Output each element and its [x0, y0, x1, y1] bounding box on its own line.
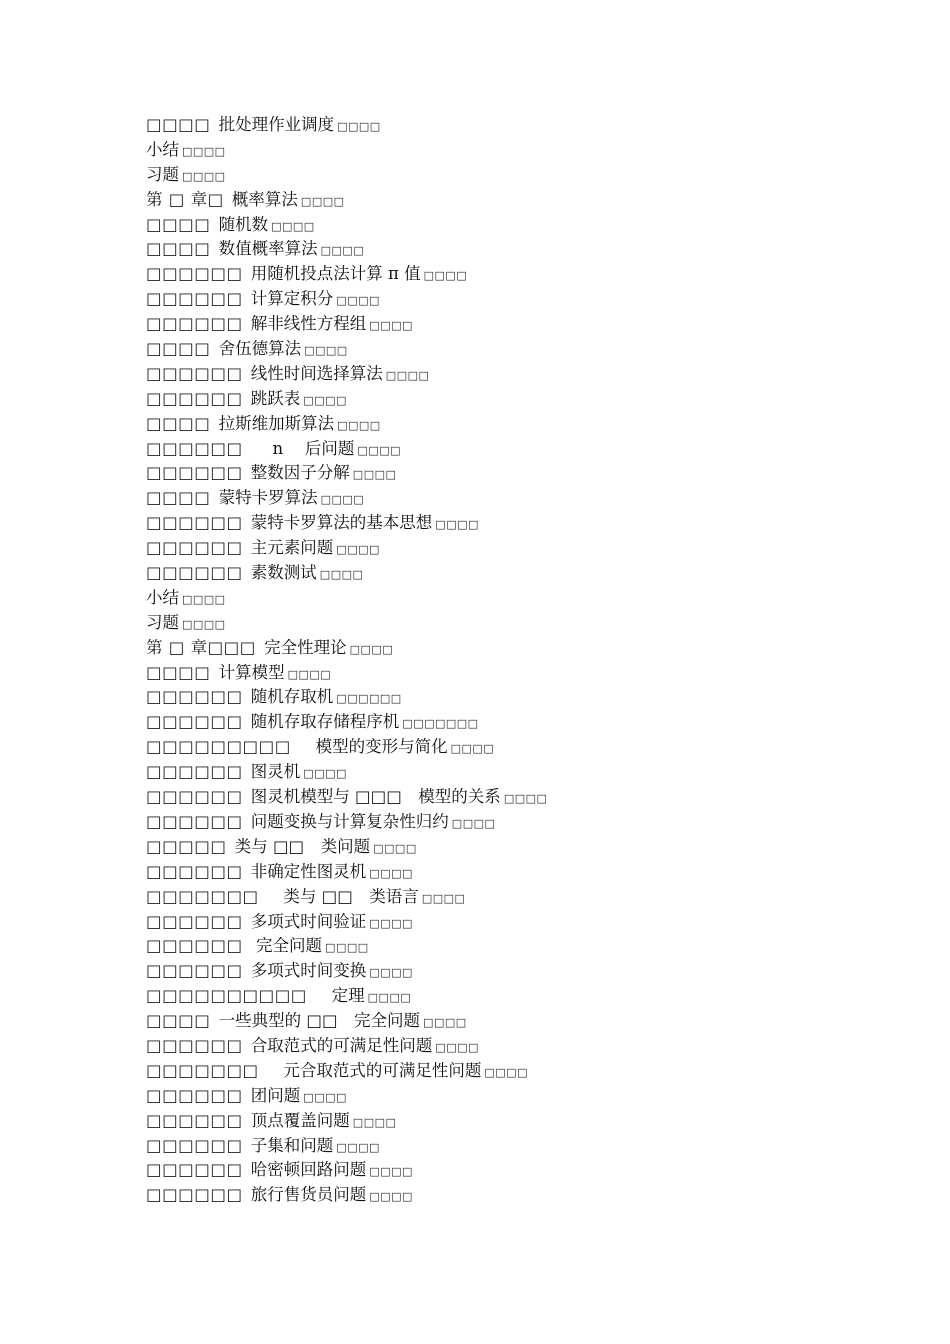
toc-entry-page: □□□□□□ [336, 692, 402, 706]
toc-entry-number: □□□□□□ [146, 787, 243, 807]
toc-entry-title: 完全问题 [250, 936, 323, 956]
toc-entry [146, 885, 846, 910]
toc-entry-page: □□□□ [336, 1140, 380, 1154]
toc-entry [146, 1134, 846, 1159]
toc-entry-number: □□□□□□ [146, 289, 243, 309]
toc-entry [146, 412, 846, 437]
toc-entry-title: 计算定积分 [250, 289, 334, 309]
toc-entry-page: □□□□ [287, 667, 332, 681]
toc-entry-number: □□□□□□ [146, 264, 243, 284]
toc-entry-number: □□□□□□ [146, 463, 243, 483]
toc-entry-title: 子集和问题 [250, 1135, 334, 1155]
toc-entry [146, 287, 846, 312]
toc-entry-number: □□□□□□ [146, 936, 243, 956]
toc-entry-number: □□□□□□□□□ [146, 737, 291, 757]
toc-entry-title: n 后问题 [250, 438, 355, 458]
toc-entry-page: □□□□ [303, 767, 347, 781]
toc-entry [146, 760, 846, 785]
toc-entry [146, 511, 846, 536]
toc-entry-title: 批处理作业调度 [218, 115, 335, 134]
toc-entry [146, 1059, 846, 1084]
toc-entry [146, 835, 846, 860]
toc-entry-title: 多项式时间验证 [250, 911, 367, 931]
toc-entry [146, 437, 846, 462]
toc-entry-page: □□□□ [182, 144, 226, 158]
toc-entry [146, 536, 846, 561]
toc-entry [146, 910, 846, 935]
toc-entry-number: □□□□□□□ [146, 1060, 259, 1080]
toc-entry-page: □□□□ [435, 1040, 479, 1054]
toc-entry [146, 213, 846, 238]
toc-entry-number: □□□□□□ [146, 1160, 243, 1180]
toc-entry-number: □□□□ [146, 339, 211, 359]
toc-entry [146, 561, 846, 586]
toc-entry-title: 解非线性方程组 [250, 314, 367, 334]
toc-entry-page: □□□□ [369, 966, 413, 980]
toc-entry-page: □□□□ [421, 891, 466, 905]
toc-entry [146, 113, 846, 138]
toc-entry-title: 旅行售货员问题 [250, 1185, 367, 1205]
toc-entry-page: □□□□ [435, 518, 479, 532]
toc-entry-title: 拉斯维加斯算法 [218, 413, 335, 433]
toc-entry-number: □□□□□□ [146, 861, 243, 881]
toc-entry-page: □□□□ [182, 169, 226, 183]
toc-entry-page: □□□□ [367, 991, 412, 1005]
toc-entry-number: □□□□ [146, 115, 211, 134]
toc-entry [146, 710, 846, 735]
toc-entry-page: □□□□ [423, 1016, 467, 1030]
toc-entry-title: 随机存取机 [250, 687, 334, 707]
toc-entry [146, 1084, 846, 1109]
toc-entry-page: □□□□ [352, 1115, 397, 1129]
toc-entry [146, 959, 846, 984]
toc-entry-number: □□□□□□ [146, 1185, 243, 1205]
toc-entry [146, 362, 846, 387]
toc-entry-page: □□□□ [369, 1165, 413, 1179]
toc-entry-title: 非确定性图灵机 [250, 861, 367, 881]
toc-entry-title: 计算模型 [218, 662, 285, 682]
toc-entry-number: □□□□ [146, 239, 211, 259]
toc-entry-title: 图灵机模型与 □□□ 模型的关系 [250, 787, 501, 807]
toc-entry [146, 586, 846, 611]
toc-entry-number: □□□□□□ [146, 712, 243, 732]
toc-entry-page: □□□□ [320, 493, 365, 507]
toc-entry-page: □□□□ [369, 866, 413, 880]
toc-entry-title: 定理 [315, 986, 365, 1006]
toc-entry-number: □□□□□□ [146, 388, 243, 408]
toc-entry-title: 习题 [146, 164, 179, 184]
toc-entry [146, 1009, 846, 1034]
toc-entry-number: □□□□□□ [146, 687, 243, 707]
toc-entry-page: □□□□ [337, 418, 381, 432]
toc-entry-title: 概率算法 [231, 189, 298, 209]
toc-entry-number: □□□□□□ [146, 961, 243, 981]
toc-entry-page: □□□□ [300, 194, 345, 208]
toc-entry-number: □□□□□□ [146, 1035, 243, 1055]
toc-entry-title: 数值概率算法 [218, 239, 318, 259]
toc-entry-number: □□□□□□ [146, 538, 243, 558]
toc-entry [146, 188, 846, 213]
toc-entry [146, 984, 846, 1009]
toc-entry-title: 元合取范式的可满足性问题 [266, 1060, 482, 1080]
toc-entry-page: □□□□ [503, 792, 548, 806]
toc-entry-title: 哈密顿回路问题 [250, 1160, 367, 1180]
toc-entry-title: 问题变换与计算复杂性归约 [250, 811, 449, 831]
toc-entry-title: 合取范式的可满足性问题 [250, 1035, 433, 1055]
table-of-contents [146, 113, 846, 1208]
toc-entry-page: □□□□ [320, 244, 365, 258]
toc-entry-number: □□□□ [146, 488, 211, 508]
toc-entry-page: □□□□ [385, 368, 430, 382]
toc-entry-number: 第 □ 章□□□ [146, 637, 256, 657]
toc-entry [146, 163, 846, 188]
toc-entry [146, 138, 846, 163]
toc-entry-page: □□□□ [373, 841, 417, 855]
toc-entry-page: □□□□ [451, 816, 496, 830]
toc-entry-number: □□□□ [146, 662, 211, 682]
toc-entry-title: 随机存取存储程序机 [250, 712, 400, 732]
toc-entry-title: 蒙特卡罗算法 [218, 488, 318, 508]
toc-entry-title: 一些典型的 □□ 完全问题 [218, 1011, 421, 1031]
toc-entry-page: □□□□ [303, 393, 347, 407]
toc-entry-number: □□□□□□ [146, 1110, 243, 1130]
toc-entry-page: □□□□ [182, 592, 226, 606]
toc-entry-number: □□□□□□ [146, 1135, 243, 1155]
toc-entry-page: □□□□ [336, 543, 380, 557]
toc-entry-number: □□□□ [146, 214, 211, 234]
toc-entry-page: □□□□ [369, 1190, 413, 1204]
toc-entry-number: □□□□□□□□□□ [146, 986, 307, 1006]
toc-entry-title: 类与 □□ 类语言 [266, 886, 419, 906]
toc-entry [146, 1158, 846, 1183]
toc-entry-page: □□□□ [423, 269, 468, 283]
toc-entry-number: □□□□□□ [146, 1085, 243, 1105]
toc-entry-title: 小结 [146, 587, 179, 607]
toc-entry-title: 线性时间选择算法 [250, 363, 383, 383]
toc-entry [146, 262, 846, 287]
toc-entry-title: 小结 [146, 139, 179, 159]
toc-entry-title: 多项式时间变换 [250, 961, 367, 981]
toc-entry [146, 387, 846, 412]
toc-entry [146, 1034, 846, 1059]
toc-entry-number: □□□□□□ [146, 513, 243, 533]
toc-entry-page: □□□□ [319, 568, 364, 582]
toc-entry-number: □□□□□□ [146, 911, 243, 931]
toc-entry [146, 661, 846, 686]
toc-entry [146, 461, 846, 486]
toc-entry [146, 611, 846, 636]
toc-entry-page: □□□□ [369, 916, 413, 930]
toc-entry [146, 860, 846, 885]
toc-entry-number: □□□□ [146, 1011, 211, 1031]
toc-entry-title: 素数测试 [250, 563, 317, 583]
toc-entry [146, 312, 846, 337]
toc-entry [146, 810, 846, 835]
toc-entry-number: 第 □ 章□ [146, 189, 224, 209]
toc-entry-title: 主元素问题 [250, 538, 334, 558]
toc-entry-title: 跳跃表 [250, 388, 301, 408]
toc-entry-number: □□□□□□ [146, 563, 243, 583]
toc-entry-number: □□□□□□ [146, 438, 243, 458]
toc-entry-page: □□□□ [182, 617, 226, 631]
toc-entry-page: □□□□ [271, 219, 315, 233]
toc-entry-page: □□□□□□□ [402, 717, 479, 731]
toc-entry-title: 顶点覆盖问题 [250, 1110, 350, 1130]
toc-entry-title: 习题 [146, 612, 179, 632]
toc-entry-number: □□□□ [146, 413, 211, 433]
toc-entry-number: □□□□□□ [146, 811, 243, 831]
toc-entry-page: □□□□ [337, 120, 381, 133]
toc-entry-page: □□□□ [352, 468, 397, 482]
toc-entry [146, 685, 846, 710]
toc-entry-number: □□□□□□ [146, 363, 243, 383]
toc-entry-page: □□□□ [303, 1090, 347, 1104]
toc-entry-title: 蒙特卡罗算法的基本思想 [250, 513, 433, 533]
toc-entry [146, 636, 846, 661]
toc-entry-title: 图灵机 [250, 762, 301, 782]
toc-entry-page: □□□□ [325, 941, 369, 955]
toc-entry [146, 337, 846, 362]
toc-entry-page: □□□□ [369, 319, 413, 333]
toc-entry-number: □□□□□□ [146, 762, 243, 782]
toc-entry-title: 舍伍德算法 [218, 339, 302, 359]
toc-entry-page: □□□□ [357, 443, 401, 457]
toc-entry-title: 模型的变形与简化 [299, 737, 448, 757]
toc-entry [146, 1183, 846, 1208]
toc-entry-number: □□□□□□ [146, 314, 243, 334]
toc-entry-page: □□□□ [349, 642, 394, 656]
toc-entry-page: □□□□ [484, 1065, 528, 1079]
toc-entry [146, 237, 846, 262]
toc-entry-page: □□□□ [336, 294, 380, 308]
toc-entry [146, 735, 846, 760]
toc-entry-number: □□□□□ [146, 836, 227, 856]
toc-entry [146, 486, 846, 511]
toc-entry-title: 用随机投点法计算 π 值 [250, 264, 421, 284]
toc-entry-page: □□□□ [304, 344, 348, 358]
toc-entry [146, 1109, 846, 1134]
toc-entry-title: 随机数 [218, 214, 269, 234]
toc-entry-title: 团问题 [250, 1085, 301, 1105]
toc-entry [146, 934, 846, 959]
toc-entry-number: □□□□□□□ [146, 886, 259, 906]
toc-entry-title: 类与 □□ 类问题 [234, 836, 371, 856]
toc-entry-title: 整数因子分解 [250, 463, 350, 483]
toc-entry [146, 785, 846, 810]
toc-entry-page: □□□□ [450, 742, 495, 756]
toc-entry-title: 完全性理论 [264, 637, 347, 657]
